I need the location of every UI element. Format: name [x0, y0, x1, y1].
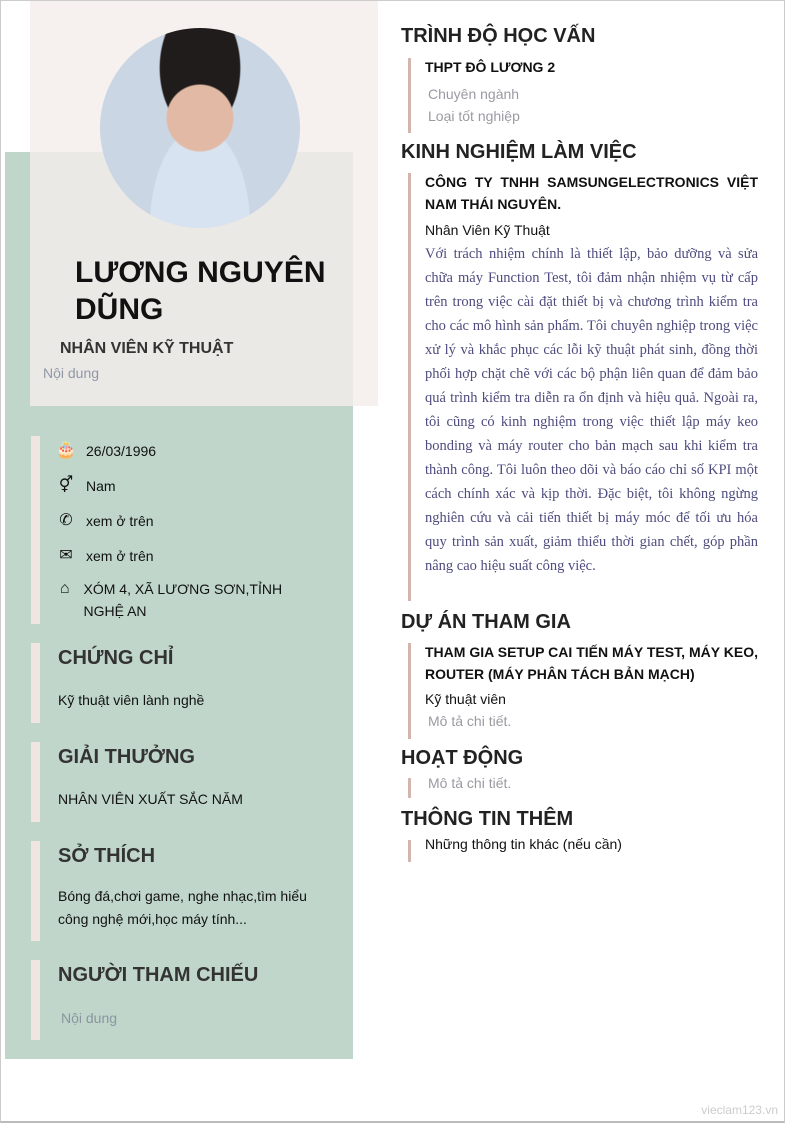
awards-content: NHÂN VIÊN XUẤT SẮC NĂM	[58, 791, 243, 807]
projects-heading: DỰ ÁN THAM GIA	[401, 611, 571, 633]
experience-company: CÔNG TY TNHH SAMSUNGELECTRONICS VIỆT NAM THÁI NGUYÊN.	[425, 174, 758, 212]
phone-icon: ✆	[59, 512, 73, 529]
experience-position: Nhân Viên Kỹ Thuật	[425, 222, 550, 238]
birthday-cake-icon: 🎂	[56, 442, 76, 459]
gender-icon: ⚥	[58, 477, 74, 494]
contact-email: ✉ xem ở trên	[56, 545, 154, 567]
project-role: Kỹ thuật viên	[425, 691, 506, 707]
watermark: vieclam123.vn	[701, 1103, 778, 1117]
education-bar	[408, 58, 411, 133]
contact-gender: ⚥ Nam	[56, 475, 116, 497]
contact-birthday: 🎂 26/03/1996	[56, 440, 156, 462]
experience-heading: KINH NGHIỆM LÀM VIỆC	[401, 141, 637, 163]
project-name: THAM GIA SETUP CAI TIẾN MÁY TEST, MÁY KEO, ROUTER (MÁY PHÂN TÁCH BẢN MẠCH)	[425, 644, 758, 682]
activities-detail: Mô tả chi tiết.	[428, 775, 512, 791]
location-icon: ⌂	[59, 580, 70, 597]
avatar	[100, 28, 300, 228]
references-content: Nội dung	[61, 1010, 118, 1026]
email-icon: ✉	[59, 547, 73, 564]
additional-bar	[408, 840, 411, 862]
hobbies-content: Bóng đá,chơi game, nghe nhạc,tìm hiểu công nghệ mới,học máy tính...	[58, 888, 307, 927]
contact-bar	[31, 436, 40, 624]
candidate-title: NHÂN VIÊN KỸ THUẬT	[60, 340, 234, 357]
project-detail: Mô tả chi tiết.	[428, 713, 512, 729]
experience-description: Với trách nhiệm chính là thiết lập, bảo dưỡng và sửa chữa máy Function Test, tôi đảm nhận nhiệm vụ từ cấp trên trong việc cài đặt thiết bị và chương trình kiểm tra cho các mô hình sản phẩm. Tôi chuyên nghiệp trong việc xử lý và khắc phục các lỗi kỹ thuật phát sinh, đồng thời phối hợp chặt chẽ với các bộ phận liên quan để đảm bảo quá trình kiểm tra diễn ra ổn định và hiệu quả. Ngoài ra, tôi cũng có kinh nghiệm trong việc thiết lập máy keo bonding và máy router cho bản mạch sau khi kiểm tra thành công. Tôi luôn theo dõi và báo cáo chỉ số KPI một cách chính xác và kịp thời. Đặc biệt, tôi không ngừng nghiên cứu và cải tiến thiết bị máy móc để tối ưu hóa quy trình sản xuất, giảm thiểu thời gian chết, góp phần nâng cao hiệu suất công việc.	[425, 246, 758, 574]
education-grade: Loại tốt nghiệp	[428, 108, 520, 124]
contact-address: ⌂ XÓM 4, XÃ LƯƠNG SƠN,TỈNH NGHỆ AN	[56, 578, 316, 622]
hobbies-heading: SỞ THÍCH	[58, 845, 156, 867]
education-heading: TRÌNH ĐỘ HỌC VẤN	[401, 25, 596, 47]
education-school: THPT ĐÔ LƯƠNG 2	[425, 59, 556, 75]
experience-bar	[408, 173, 411, 601]
candidate-name: LƯƠNG NGUYÊN DŨNG	[75, 256, 326, 326]
contact-phone: ✆ xem ở trên	[56, 510, 154, 532]
section-bar	[31, 643, 40, 723]
additional-heading: THÔNG TIN THÊM	[401, 808, 574, 830]
certificates-heading: CHỨNG CHỈ	[58, 647, 174, 669]
education-major: Chuyên ngành	[428, 86, 520, 102]
profile-summary: Nội dung	[43, 365, 100, 381]
certificates-content: Kỹ thuật viên lành nghề	[58, 692, 205, 708]
section-bar	[31, 841, 40, 941]
activities-heading: HOẠT ĐỘNG	[401, 747, 524, 769]
awards-heading: GIẢI THƯỞNG	[58, 746, 195, 768]
section-bar	[31, 742, 40, 822]
projects-bar	[408, 643, 411, 739]
references-heading: NGƯỜI THAM CHIẾU	[58, 964, 259, 986]
activities-bar	[408, 778, 411, 798]
section-bar	[31, 960, 40, 1040]
additional-content: Những thông tin khác (nếu cần)	[425, 836, 622, 852]
